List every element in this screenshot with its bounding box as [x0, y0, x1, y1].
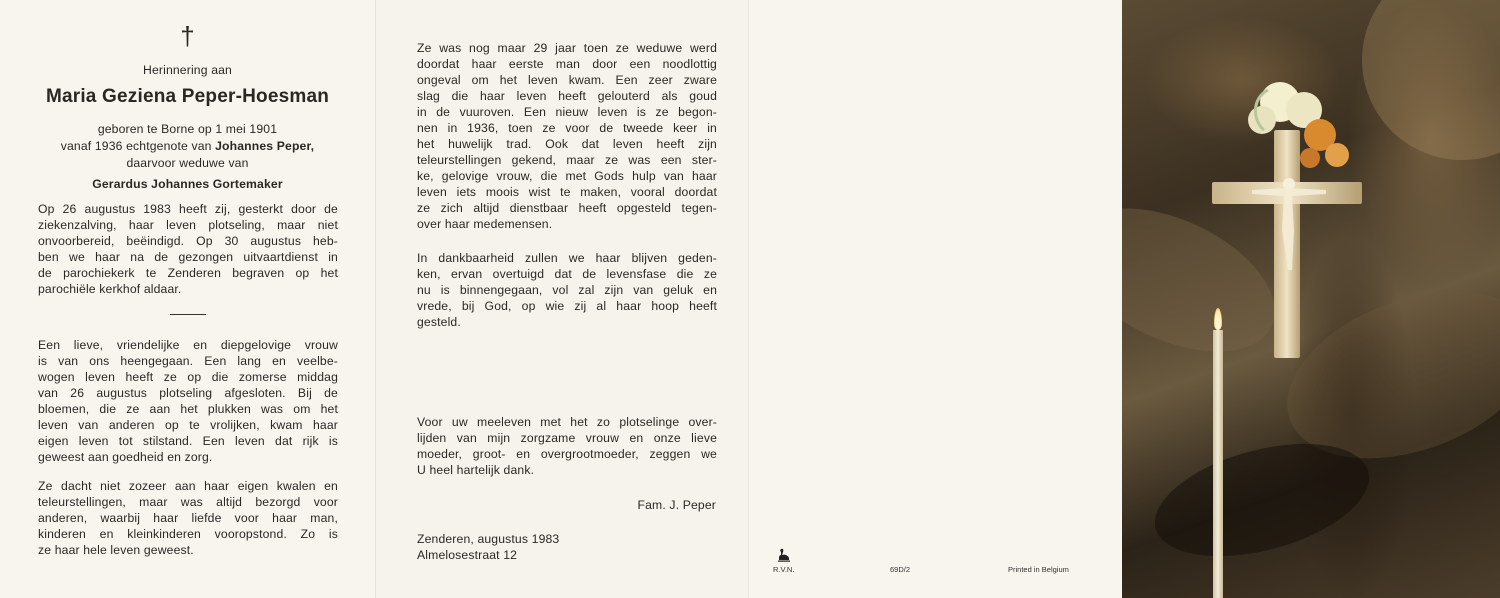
text-line: Ze was nog maar 29 jaar toen ze weduwe werd	[417, 41, 717, 55]
text-line: parochiële kerkhof aldaar.	[38, 282, 182, 296]
printed-in-label: Printed in Belgium	[1008, 565, 1069, 574]
text-line: leven iets moois wist te maken, vooral doordat	[417, 185, 717, 199]
text-line: ze haar hele leven geweest.	[38, 543, 194, 557]
text-line: lijden van mijn zorgzame vrouw en onze lieve	[417, 431, 717, 445]
text-line: geweest aan goedheid en zorg.	[38, 450, 213, 464]
text-line: doordat haar eerste man door een noodlottig	[417, 57, 717, 71]
text-line: onvoorbereid, beëindigd. Op 30 augustus heb-	[38, 234, 338, 248]
spouse-line	[0, 138, 375, 154]
text-line: U heel hartelijk dank.	[417, 463, 535, 477]
text-line: in de vuuroven. Een nieuw leven is ze begon-	[417, 105, 717, 119]
family-signature: Fam. J. Peper	[637, 498, 716, 512]
text-line: ken, ervan overtuigd dat de levensfase die ze	[417, 267, 717, 281]
text-line: gesteld.	[417, 315, 461, 329]
text-line: Op 26 augustus 1983 heeft zij, gesterkt door de	[38, 202, 338, 216]
text-line: teleurstellingen gekend, maar ze was een ster-	[417, 153, 717, 167]
text-line: nu is binnengegaan, vol zal zijn van geluk en	[417, 283, 717, 297]
deceased-name: Maria Geziena Peper-Hoesman	[45, 86, 330, 107]
birth-text: geboren te Borne op 1 mei 1901	[97, 122, 278, 136]
section-divider	[170, 314, 206, 315]
place-date: Zenderen, augustus 1983	[417, 532, 560, 546]
text-line: is van ons heengegaan. Een lang en veelbe-	[38, 354, 338, 368]
text-line: Ze dacht niet zozeer aan haar eigen kwalen en	[38, 479, 338, 493]
publisher-label: R.V.N.	[773, 565, 795, 574]
spouse-name: Johannes Peper,	[215, 139, 315, 153]
text-line: ke, gelovige vrouw, die met Gods hulp van haar	[417, 169, 717, 183]
text-line: ongeval om het leven kwam. Een zeer zware	[417, 73, 717, 87]
text-line: kinderen en kleinkinderen vooropstond. Zo is	[38, 527, 338, 541]
tribute-paragraph-1	[38, 337, 338, 465]
text-line: wogen leven heeft ze op die zomerse middag	[38, 370, 338, 384]
text-line: bloemen, die ze aan het plukken was om het	[38, 402, 338, 416]
text-line: In dankbaarheid zullen we haar blijven geden-	[417, 251, 717, 265]
crucifix-icon	[1192, 80, 1392, 370]
text-line: ziekenzalving, haar leven plotseling, maar niet	[38, 218, 338, 232]
text-line: nen in 1936, toen ze voor de tweede keer in	[417, 121, 717, 135]
text-line: Voor uw meeleven met het zo plotselinge over-	[417, 415, 717, 429]
intro-text: Herinnering aan	[143, 63, 232, 77]
text-line: leven van anderen op te vrolijken, kwam haar	[38, 418, 338, 432]
text-line: over haar medemensen.	[417, 217, 553, 231]
text-line: ben we haar na de gezongen uitvaartdienst in	[38, 250, 338, 264]
life-paragraph	[417, 40, 717, 232]
text-line: slag die haar leven heeft gelouterd als goud	[417, 89, 717, 103]
widow-of-text: daarvoor weduwe van	[126, 156, 249, 170]
text-line: vrede, bij God, op wie zij al haar hoop heeft	[417, 299, 717, 313]
text-line: van 26 augustus plotseling afgesloten. Bij de	[38, 386, 338, 400]
text-line: moeder, groot- en overgrootmoeder, zeggen we	[417, 447, 717, 461]
text-line: eigen leven tot stilstand. Een leven dat rijk is	[38, 434, 338, 448]
memorial-middle-panel	[375, 0, 748, 598]
memorial-back-panel	[748, 0, 1122, 598]
tribute-paragraph-2	[38, 478, 338, 558]
card-code: 69D/2	[890, 565, 911, 574]
memorial-left-panel	[0, 0, 375, 598]
candle	[1213, 330, 1223, 598]
text-line: het huwelijk trad. Ook dat leven heeft zijn	[417, 137, 717, 151]
gratitude-paragraph	[417, 250, 717, 330]
swan-logo-icon	[778, 548, 790, 562]
first-husband-name: Gerardus Johannes Gortemaker	[92, 177, 283, 191]
text-line: de parochiekerk te Zenderen begraven op het	[38, 266, 338, 280]
crucifix-photo	[1122, 0, 1500, 598]
death-paragraph	[38, 201, 338, 297]
thanks-paragraph	[417, 414, 717, 478]
text-line: anderen, waarbij haar liefde voor haar man,	[38, 511, 338, 525]
cross-symbol: †	[180, 21, 195, 51]
text-line: teleurstellingen, maar was altijd bezorgd voor	[38, 495, 338, 509]
address: Almelosestraat 12	[417, 548, 518, 562]
text-line: Een lieve, vriendelijke en diepgelovige vrouw	[38, 338, 338, 352]
spouse-prefix: vanaf 1936 echtgenote van	[60, 139, 216, 153]
text-line: ze zich altijd dienstbaar heeft opgesteld tegen-	[417, 201, 717, 215]
